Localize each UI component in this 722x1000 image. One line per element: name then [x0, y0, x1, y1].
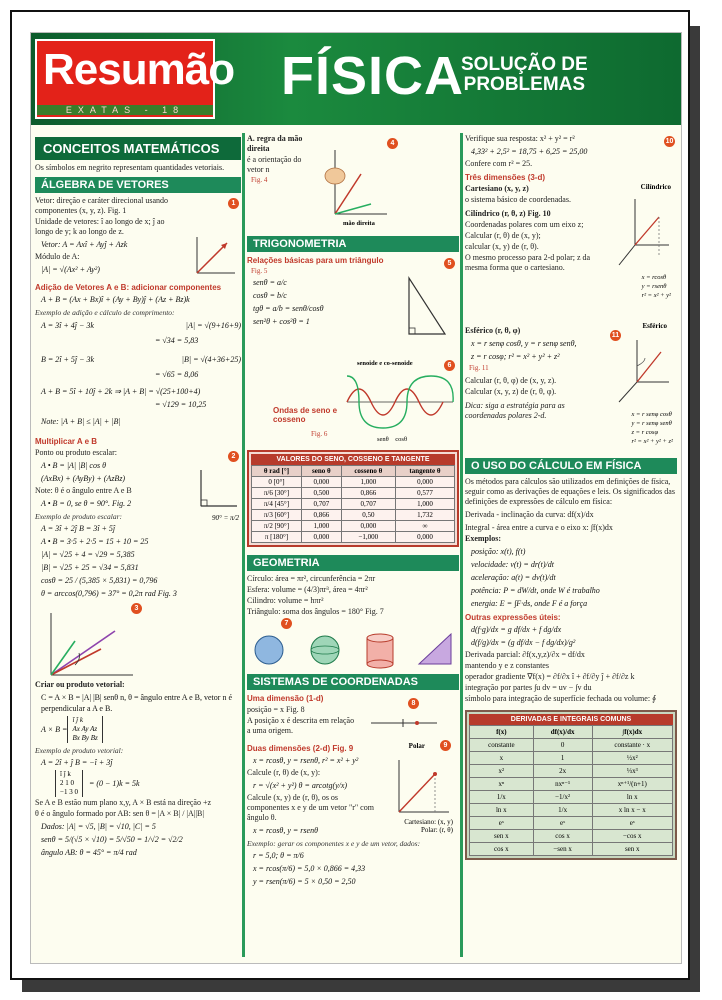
sph-fig-eq1: x = r senφ cosθ [631, 411, 672, 418]
figure-number-11: 11 [611, 332, 620, 339]
cross-determinant: î ĵ k Ax Ay Az Bx By Bz [67, 716, 102, 743]
deriv-table-cell: −sen x [533, 843, 592, 856]
verify-block [465, 134, 677, 169]
deriv-table-cell: 1/x [533, 804, 592, 817]
trig-table-cell: ∞ [395, 521, 454, 532]
vector-def-block [35, 196, 241, 216]
deriv-table [469, 725, 673, 856]
trig-table-cell: 0,000 [395, 477, 454, 488]
integration-by-parts: integração por partes ∫u dv = uv − ∫v du [465, 683, 592, 692]
cyl-fig-eqs [642, 273, 671, 300]
calc-ex-energy: energia: E = ∫F·ds, onde F é a força [471, 599, 588, 608]
trig-table-header-cell: θ rad [°] [252, 466, 302, 477]
right-angle-diagram [195, 466, 239, 516]
trig-table-cell: 0,000 [395, 532, 454, 543]
right-hand-fig: Fig. 4 [251, 176, 268, 184]
dex5: cosθ = 25 / (5,385 × 5,831) = 0,796 [41, 576, 158, 585]
sph-4: Calcular (x, y, z) de (r, θ, φ). [465, 387, 557, 396]
calc-intro: Os métodos para cálculos são utilizados em definições de física, seguir como as derivações de equações e leis. Os significados das definições de expressões de cálculo em física: [465, 477, 675, 506]
right-hand-text: é a orientação do vetor n [247, 155, 302, 174]
page-title: FÍSICA [281, 46, 465, 106]
trig-subtitle: Relações básicas para um triângulo [247, 256, 384, 265]
sine-cosine-waves [343, 372, 455, 432]
sph-fig-eq4: r² = x² + y² + z² [631, 438, 673, 445]
brand-logo [35, 39, 235, 119]
trig-table-title: VALORES DO SENO, COSSENO E TANGENTE [251, 454, 455, 465]
trig-table-cell: 0 [0°] [252, 477, 302, 488]
figure-number-7: 7 [281, 618, 292, 629]
trig-table-row [252, 488, 455, 499]
right-hand-diagram [321, 144, 391, 218]
column-coordinates-calculus [465, 133, 677, 957]
wave-cos-label: cosθ [395, 436, 408, 443]
cross-example-title: Exemplo de produto vetorial: [35, 746, 124, 755]
deriv-table-cell: eˣ [470, 817, 534, 830]
spherical-block [465, 322, 677, 454]
trig-block [247, 256, 459, 360]
section-title-calculus: O USO DO CÁLCULO EM FÍSICA [465, 458, 677, 474]
dex6: θ = arccos(0,796) = 37° = 0,2π rad Fig. 3 [41, 589, 177, 598]
addition-example-title: Exemplo de adição e cálculo de comprimento: [35, 308, 175, 317]
dot-eq2: (AxBx) + (AyBy) + (AzBz) [41, 474, 126, 483]
figure-number-8: 8 [408, 698, 419, 709]
ex2-row [35, 352, 241, 367]
figure-number-10: 10 [665, 138, 674, 145]
deriv-table-cell: cos x [533, 830, 592, 843]
column-divider-2 [460, 133, 463, 957]
trig-table-cell: π [180°] [252, 532, 302, 543]
verify-text: Verifique sua resposta: x² + y² = r² [465, 134, 575, 143]
deriv-table-cell: ⅓x³ [592, 765, 672, 778]
sph-fig-eq2: y = r senφ senθ [631, 420, 672, 427]
column-math-concepts [35, 133, 241, 957]
chart-outer-frame [10, 10, 690, 980]
right-hand-title: A. regra da mão direita [247, 134, 303, 153]
sph-3: Calcular (r, θ, φ) de (x, y, z). [465, 376, 557, 385]
deriv-table-cell: −1/x² [533, 791, 592, 804]
cartesian-caption: Cartesiano: (x, y) [404, 818, 453, 826]
trig-fig: Fig. 5 [251, 267, 268, 275]
trig-table-header-cell: seno θ [301, 466, 341, 477]
ex3a: A + B = 5î + 10ĵ + 2k ⇒ |A + B| = √(25+100+4) [41, 387, 201, 396]
vector-angle-diagram [45, 611, 135, 679]
deriv-table-cell: 2x [533, 765, 592, 778]
trig-values-table [247, 450, 459, 547]
trig-table-header-cell: cosseno θ [341, 466, 395, 477]
spherical-title: Esférico (r, θ, φ) [465, 326, 521, 335]
verify-eq: 4,33² + 2,5² = 18,75 + 6,25 = 25,00 [471, 147, 588, 156]
header-banner [31, 33, 681, 125]
three-dim-title: Três dimensões (3-d) [465, 173, 546, 182]
figure-number-1: 1 [228, 198, 239, 209]
calc-derivative: Derivada - inclinação da curva: df(x)/dx [465, 510, 594, 519]
geom-sphere: Esfera: volume = (4/3)πr³, área = 4πr² [247, 585, 368, 594]
vector-def: Vetor: direção e caráter direcional usando componentes (x, y, z). Fig. 1 [35, 196, 169, 215]
sph-2: z = r cosφ; r² = x² + y² + z² [471, 352, 560, 361]
wave-fig: Fig. 6 [311, 430, 328, 438]
ex3b: = √129 = 10,25 [155, 400, 207, 409]
trig-table-cell: 1,732 [395, 510, 454, 521]
figure-number-6: 6 [444, 360, 455, 371]
calc-ex-acc: aceleração: a(t) = dv(t)/dt [471, 573, 556, 582]
sph-1: x = r senφ cosθ, y = r senφ senθ, [471, 339, 577, 348]
cartesian-title: Cartesiano (x, y, z) [465, 184, 529, 193]
modulo-eq: |A| = √(Ax² + Ay²) [41, 265, 100, 274]
trig-table-header-cell: tangente θ [395, 466, 454, 477]
coord-ex3: y = rsen(π/6) = 5 × 0,50 = 2,50 [253, 877, 356, 886]
trig-table-cell: 1,000 [301, 521, 341, 532]
dados: Dados: |A| = √5, |B| = √10, |C| = 5 [41, 822, 156, 831]
intro-text: Os símbolos em negrito representam quantidades vetoriais. [35, 163, 225, 172]
number-line-diagram [369, 716, 439, 730]
trig-table-cell: π/2 [90°] [252, 521, 302, 532]
wave-block [247, 360, 459, 450]
cyl-fig-eq2: y = rsenθ [641, 283, 667, 290]
coord-example: Exemplo: gerar os componentes x e y de um vetor, dados: [247, 839, 421, 848]
cyl-fig-eq1: x = rcosθ [641, 274, 667, 281]
brand-subtitle: EXATAS - 18 [37, 105, 213, 115]
dot-eq1: A • B = |A| |B| cos θ [41, 461, 106, 470]
deriv-table-row [470, 791, 673, 804]
calc-ex-vel: velocidade: v(t) = dr(t)/dt [471, 560, 554, 569]
trig-table-row [252, 499, 455, 510]
sph-fig: Fig. 11 [469, 364, 489, 372]
deriv-table-cell: x ln x − x [592, 804, 672, 817]
angle-eq: ângulo AB: θ = 45° = π/4 rad [41, 848, 137, 857]
trig-table-cell: 0,866 [341, 488, 395, 499]
vector-eq: Vetor: A = Axî + Ayĵ + Azk [41, 240, 128, 249]
three-dim-block [465, 173, 677, 325]
derivatives-table [465, 710, 677, 860]
dex4: |B| = √25 + 25 = √34 = 5,831 [41, 563, 139, 572]
sph-fig-eqs [631, 410, 673, 446]
dex2: A • B = 3·5 + 2·5 = 15 + 10 = 25 [41, 537, 149, 546]
column-trig-geometry [247, 133, 459, 957]
two-dim-title: Duas dimensões (2-d) Fig. 9 [247, 744, 354, 753]
cyl-3: calcular (x, y) de (r, θ). [465, 242, 539, 251]
one-dim-title: Uma dimensão (1-d) [247, 694, 324, 703]
deriv-table-cell: xⁿ⁺¹/(n+1) [592, 778, 672, 791]
partial-deriv: Derivada parcial: ∂f(x,y,z)/∂x = df/dx [465, 650, 585, 659]
deriv-table-header-cell: ∫f(x)dx [592, 726, 672, 739]
deriv-table-row [470, 817, 673, 830]
cross-matrix [35, 716, 241, 743]
dot-note: Note: θ é o ângulo entre A e B [35, 486, 132, 495]
page-subtitle [461, 55, 588, 95]
figure-number-9: 9 [440, 740, 451, 751]
sph-fig-title: Esférico [642, 322, 667, 330]
trig-table-cell: π/6 [30°] [252, 488, 302, 499]
deriv-table-cell: x² [470, 765, 534, 778]
deriv-table-cell: nxⁿ⁻¹ [533, 778, 592, 791]
geom-triangle: Triângulo: soma dos ângulos = 180° Fig. 7 [247, 607, 384, 616]
two-dim-calc2: Calcule (x, y) de (r, θ), os os componentes x e y de um vetor "r" com ângulo θ. [247, 793, 374, 822]
trig-identity: sen²θ + cos²θ = 1 [253, 317, 310, 326]
deriv-table-cell: eˣ [533, 817, 592, 830]
cross-matrix-label: A × B = [41, 725, 68, 734]
cylindrical-diagram [615, 195, 671, 269]
cross-eq: C = A × B = |A| |B| senθ n, θ = ângulo entre A e B, vetor n é perpendicular a A e B. [41, 693, 232, 713]
vector-eq-block [35, 239, 241, 279]
sen-eq: senθ = a/c [253, 278, 287, 287]
section-title-trig: TRIGONOMETRIA [247, 236, 459, 252]
trig-table-cell: 0,000 [341, 521, 395, 532]
trig-table-cell: −1,000 [341, 532, 395, 543]
fig3-block [35, 603, 241, 679]
one-dim-text1: posição = x Fig. 8 [247, 705, 305, 714]
deriv-table-header-cell: df(x)/dx [533, 726, 592, 739]
deriv-table-cell: x [470, 752, 534, 765]
cyl-1: Coordenadas polares com um eixo z; [465, 220, 584, 229]
ex1b: |A| = √(9+16+9) [185, 321, 241, 330]
deriv-table-row [470, 739, 673, 752]
unit-vectors: Unidade de vetores: î ao longo de x; ĵ ao longo de y; k ao longo de z. [35, 217, 165, 236]
ex2b: |B| = √(4+36+25) [181, 355, 241, 364]
geom-shapes [247, 618, 459, 670]
trig-table-header [252, 466, 455, 477]
deriv-table-row [470, 830, 673, 843]
calc-ex-pow: potência: P = dW/dt, onde W é trabalho [471, 586, 600, 595]
trig-table-cell: 0,50 [341, 510, 395, 521]
deriv-table-cell: cos x [470, 843, 534, 856]
calc-integral: Integral - área entre a curva e o eixo x: ∫f(x)dx [465, 523, 613, 532]
brand-name: Resumão [43, 45, 235, 94]
cross-note1: Se A e B estão num plano x,y, A × B está na direção +z [35, 798, 212, 807]
deriv-table-cell: −cos x [592, 830, 672, 843]
deriv-table-cell: ½x² [592, 752, 672, 765]
figure-number-3: 3 [131, 603, 142, 614]
fig2-label: 90° = π/2 [212, 514, 239, 522]
wave-legend [377, 436, 407, 443]
cylindrical-title: Cilíndrico (r, θ, z) Fig. 10 [465, 209, 551, 218]
deriv-table-body [470, 739, 673, 856]
right-hand-caption: mão direita [343, 220, 375, 227]
addition-title: Adição de Vetores A e B: adicionar componentes [35, 283, 222, 292]
figure-number-4: 4 [387, 138, 398, 149]
ex1a: A = 3î + 4ĵ − 3k [41, 321, 94, 330]
deriv-table-cell: 1/x [470, 791, 534, 804]
ex2c: = √65 = 8,06 [155, 370, 199, 379]
two-dim-calc1: Calcule (r, θ) de (x, y): [247, 768, 321, 777]
deriv-table-title: DERIVADAS E INTEGRAIS COMUNS [469, 714, 673, 725]
trig-table-cell: 1,000 [341, 477, 395, 488]
dot-perp: A • B = 0, se θ = 90°. Fig. 2 [41, 499, 132, 508]
deriv-table-header [470, 726, 673, 739]
coord-ex2: x = rcos(π/6) = 5,0 × 0,866 = 4,33 [253, 864, 366, 873]
addition-note: Note: |A + B| ≤ |A| + |B| [41, 417, 121, 426]
trig-table-cell: 0,577 [395, 488, 454, 499]
ex1c: = √34 = 5,83 [155, 336, 199, 345]
partial-note: mantendo y e z constantes [465, 661, 549, 670]
cyl-fig-eq3: r² = x² + y² [641, 292, 671, 299]
deriv-table-row [470, 778, 673, 791]
spherical-diagram [615, 336, 671, 406]
geometry-shapes-diagram [247, 628, 457, 670]
cross-title: Criar ou produto vetorial: [35, 680, 125, 689]
trig-table-body [252, 477, 455, 543]
trig-table-cell: 0,000 [301, 532, 341, 543]
figure-number-2: 2 [228, 451, 239, 462]
deriv-table-cell: eˣ [592, 817, 672, 830]
surface-integral: símbolo para integração de superfície fechada ou volume: ∮ [465, 694, 657, 703]
subtitle-line-2: PROBLEMAS [463, 74, 586, 95]
deriv-table-row [470, 765, 673, 778]
dex1: A = 3î + 2ĵ B = 3î + 5ĵ [41, 524, 116, 533]
dex3: |A| = √25 + 4 = √29 = 5,385 [41, 550, 135, 559]
calc-examples: Exemplos: [465, 534, 501, 543]
cyl-4: O mesmo processo para 2-d polar; z da mesma forma que o cartesiano. [465, 253, 591, 272]
one-dim-block [247, 694, 459, 740]
sen-eq: senθ = 5/(√5 × √10) = 5/√50 = 1/√2 = √2/2 [41, 835, 183, 844]
vector-diagram-1 [193, 233, 237, 277]
trig-table-cell: π/3 [60°] [252, 510, 302, 521]
trig-table-row [252, 532, 455, 543]
verify-conf: Confere com r² = 25. [465, 159, 533, 168]
trig-table-cell: 0,707 [301, 499, 341, 510]
dot-product-title: Ponto ou produto escalar: [35, 448, 117, 457]
sph-tip: Dica: siga a estratégia para as coordenadas polares 2-d. [465, 401, 565, 420]
wave-caption: Ondas de seno e cosseno [273, 406, 338, 424]
other-2: d(f/g)/dx = (g df/dx − f dg/dx)/g² [471, 638, 576, 647]
deriv-table-cell: 0 [533, 739, 592, 752]
trig-table-row [252, 510, 455, 521]
section-title-vectors: ÁLGEBRA DE VETORES [35, 177, 241, 193]
geom-cylinder: Cilindro: volume = hπr² [247, 596, 324, 605]
polar-label: Polar [408, 742, 425, 750]
dot-example-title: Exemplo de produto escalar: [35, 512, 122, 521]
trig-table-cell: 0,707 [341, 499, 395, 510]
wave-title: senoide e co-senoide [357, 360, 413, 367]
cross-ex1: A = 2î + ĵ B = −î + 3ĵ [41, 758, 113, 767]
polar-caption: Polar: (r, θ) [420, 826, 453, 834]
dot-example-block [35, 512, 241, 599]
two-dim-block [247, 744, 459, 836]
one-dim-text2: A posição x é descrita em relação a uma origem. [247, 716, 355, 735]
geom-circle: Círculo: área = πr², circunferência = 2πr [247, 574, 376, 583]
cross-ex-result: = (0 − 1)k = 5k [88, 779, 140, 788]
polar-captions [404, 818, 453, 834]
sph-fig-eq3: z = r cosφ [631, 429, 659, 436]
deriv-table-cell: sen x [470, 830, 534, 843]
cross-ex-row [35, 770, 241, 797]
deriv-table-row [470, 804, 673, 817]
ex1-row [35, 318, 241, 333]
cross-note2: θ é o ângulo formado por AB: sen θ = |A × B| / |A||B| [35, 809, 204, 818]
cartesian-text: o sistema básico de coordenadas. [465, 195, 571, 204]
trig-table-cell: 1,000 [395, 499, 454, 510]
deriv-table-cell: ln x [592, 791, 672, 804]
deriv-table-cell: ln x [470, 804, 534, 817]
trig-table [251, 465, 455, 543]
triangle-diagram [403, 274, 449, 338]
subtitle-line-1: SOLUÇÃO DE [461, 54, 588, 75]
deriv-table-cell: constante · x [592, 739, 672, 752]
trig-table-cell: 0,500 [301, 488, 341, 499]
deriv-table-cell: xⁿ [470, 778, 534, 791]
trig-table-cell: 0,000 [301, 477, 341, 488]
polar-diagram [391, 756, 451, 816]
section-title-math: CONCEITOS MATEMÁTICOS [35, 137, 241, 160]
two-dim-eq: x = rcosθ, y = rsenθ, r² = x² + y² [253, 756, 359, 765]
section-title-geometry: GEOMETRIA [247, 555, 459, 571]
ex2a: B = 2î + 5ĵ − 3k [41, 355, 95, 364]
two-dim-calc2-eq: x = rcosθ, y = rsenθ [253, 826, 319, 835]
coord-ex1: r = 5,0; θ = π/6 [253, 851, 304, 860]
cross-ex-determinant: î ĵ k 2 1 0 −1 3 0 [55, 770, 83, 797]
deriv-table-row [470, 843, 673, 856]
trig-table-cell: 0,866 [301, 510, 341, 521]
other-title: Outras expressões úteis: [465, 613, 561, 622]
deriv-table-row [470, 752, 673, 765]
two-dim-calc1-eq: r = √(x² + y²) θ = arcotg(y/x) [253, 781, 348, 790]
deriv-table-header-cell: f(x) [470, 726, 534, 739]
trig-table-row [252, 521, 455, 532]
wave-sen-label: senθ [377, 436, 389, 443]
cyl-fig-title: Cilíndrico [640, 183, 671, 191]
multiply-title: Multiplicar A e B [35, 437, 98, 446]
deriv-table-cell: sen x [592, 843, 672, 856]
calc-ex-pos: posição: x(t), f(t) [471, 547, 526, 556]
modulo-label: Módulo de A: [35, 252, 80, 261]
addition-eq: A + B = (Ax + Bx)î + (Ay + By)ĵ + (Az + Bz)k [41, 295, 190, 304]
other-1: d(f·g)/dx = g df/dx + f dg/dx [471, 625, 562, 634]
column-divider-1 [242, 133, 245, 957]
tg-eq: tgθ = a/b = senθ/cosθ [253, 304, 324, 313]
cyl-2: Calcular (r, θ) de (x, y); [465, 231, 541, 240]
right-hand-block [247, 134, 459, 232]
cos-eq: cosθ = b/c [253, 291, 287, 300]
deriv-table-cell: constante [470, 739, 534, 752]
deriv-table-cell: 1 [533, 752, 592, 765]
reference-sheet [30, 32, 682, 964]
section-title-coordinates: SISTEMAS DE COORDENADAS [247, 674, 459, 690]
gradient: operador gradiente ∇f(x) = ∂f/∂x î + ∂f/∂y ĵ + ∂f/∂z k [465, 672, 635, 681]
trig-table-cell: π/4 [45°] [252, 499, 302, 510]
trig-table-row [252, 477, 455, 488]
figure-number-5: 5 [444, 258, 455, 269]
